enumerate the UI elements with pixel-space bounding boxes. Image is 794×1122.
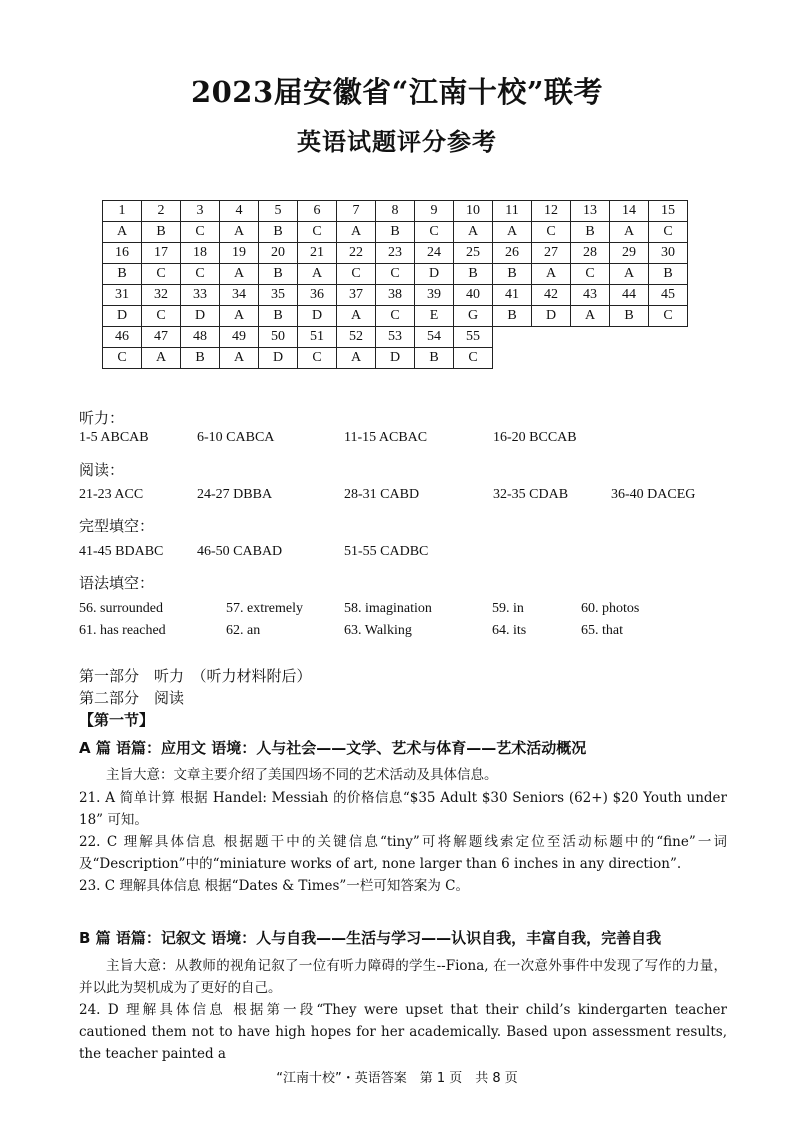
answer-letter-cell: B [259,306,298,327]
cloze-group: 41-45 BDABC [79,544,164,559]
question-number-cell: 37 [337,285,376,306]
answer-letter-cell: C [649,306,688,327]
question-number-cell: 26 [493,243,532,264]
grammar-answer: 57. extremely [226,601,303,616]
reading-group: 32-35 CDAB [493,487,569,502]
passage-b-q24: 24. D 理解具体信息 根据第一段“They were upset that their child’s kindergarten teacher cautioned them not to have high hopes for her academically. Based upon assessment results, the teacher painted a [79,1002,727,1062]
passage-a-q22: 22. C 理解具体信息 根据题干中的关键信息“tiny”可将解题线索定位至活动标题中的“fine”一词及“Description”中的“miniature works of art, none larger than 6 inches in any direction”. [79,834,727,872]
answer-table-row [103,348,688,369]
question-number-cell: 39 [415,285,454,306]
answer-table-row [103,285,688,306]
question-number-cell: 45 [649,285,688,306]
answer-table-row [103,222,688,243]
answer-letter-cell: B [259,222,298,243]
question-number-cell: 19 [220,243,259,264]
grammar-answer: 63. Walking [344,623,412,638]
answer-letter-cell: E [415,306,454,327]
question-number-cell: 44 [610,285,649,306]
question-number-cell: 9 [415,201,454,222]
answer-letter-cell: D [298,306,337,327]
question-number-cell: 50 [259,327,298,348]
answer-letter-cell: C [298,222,337,243]
question-number-cell [493,327,532,348]
answer-letter-cell: C [532,222,571,243]
question-number-cell: 54 [415,327,454,348]
grammar-label: 语法填空： [79,574,155,592]
question-number-cell: 38 [376,285,415,306]
question-number-cell: 21 [298,243,337,264]
answer-letter-cell: A [454,222,493,243]
reading-group: 28-31 CABD [344,487,420,502]
listening-group: 6-10 CABCA [197,430,275,445]
answer-letter-cell: C [415,222,454,243]
passage-a-q21: 21. A 简单计算 根据 Handel: Messiah 的价格信息“$35 Adult $30 Seniors (62+) $20 Youth under 18” 可知。 [79,790,727,828]
question-number-cell: 35 [259,285,298,306]
question-number-cell: 42 [532,285,571,306]
grammar-answer: 65. that [581,623,623,638]
question-number-cell: 53 [376,327,415,348]
question-number-cell: 36 [298,285,337,306]
answer-letter-cell: C [142,264,181,285]
question-number-cell: 5 [259,201,298,222]
question-number-cell: 29 [610,243,649,264]
answer-letter-cell: C [103,348,142,369]
question-number-cell: 7 [337,201,376,222]
answer-table-row [103,327,688,348]
question-number-cell: 25 [454,243,493,264]
question-number-cell: 48 [181,327,220,348]
listening-group: 16-20 BCCAB [493,430,577,445]
answer-letter-cell: A [103,222,142,243]
question-number-cell [610,327,649,348]
listening-group: 1-5 ABCAB [79,430,149,445]
grammar-answer: 59. in [492,601,524,616]
question-number-cell: 13 [571,201,610,222]
answer-letter-cell: A [337,306,376,327]
answer-letter-cell: C [649,222,688,243]
passage-a-q23: 23. C 理解具体信息 根据“Dates & Times”一栏可知答案为 C。 [79,878,469,894]
answer-letter-cell: B [610,306,649,327]
part1-heading: 第一部分 听力 （听力材料附后） [79,667,312,685]
answer-letter-cell [532,348,571,369]
answer-letter-cell: B [454,264,493,285]
question-number-cell: 52 [337,327,376,348]
answer-letter-cell: D [415,264,454,285]
answer-letter-cell: C [298,348,337,369]
answer-letter-cell: A [493,222,532,243]
answer-letter-cell: D [103,306,142,327]
grammar-answer: 64. its [492,623,527,638]
question-number-cell: 31 [103,285,142,306]
answer-letter-cell: A [298,264,337,285]
question-number-cell: 41 [493,285,532,306]
answer-table [102,200,688,369]
question-number-cell: 27 [532,243,571,264]
question-number-cell: 55 [454,327,493,348]
passage-a-heading: A 篇 语篇：应用文 语境：人与社会——文学、艺术与体育——艺术活动概况 [79,739,587,757]
question-number-cell: 28 [571,243,610,264]
answer-letter-cell [610,348,649,369]
answer-letter-cell: A [532,264,571,285]
reading-label: 阅读： [79,461,125,479]
question-number-cell: 46 [103,327,142,348]
answer-letter-cell: B [649,264,688,285]
question-number-cell: 11 [493,201,532,222]
answer-letter-cell: C [571,264,610,285]
question-number-cell: 23 [376,243,415,264]
question-number-cell: 2 [142,201,181,222]
question-number-cell: 14 [610,201,649,222]
answer-letter-cell: B [181,348,220,369]
answer-letter-cell: A [610,264,649,285]
answer-letter-cell: A [220,264,259,285]
question-number-cell: 34 [220,285,259,306]
question-number-cell: 6 [298,201,337,222]
answer-letter-cell: C [454,348,493,369]
answer-letter-cell: G [454,306,493,327]
question-number-cell: 24 [415,243,454,264]
grammar-answer: 61. has reached [79,623,166,638]
answer-table-row [103,243,688,264]
grammar-answer: 58. imagination [344,601,432,616]
reading-group: 21-23 ACC [79,487,144,502]
answer-letter-cell: C [181,222,220,243]
answer-letter-cell [571,348,610,369]
answer-letter-cell: C [142,306,181,327]
answer-letter-cell: B [259,264,298,285]
question-number-cell: 49 [220,327,259,348]
question-number-cell: 47 [142,327,181,348]
question-number-cell: 1 [103,201,142,222]
answer-letter-cell: B [493,306,532,327]
passage-a-main-idea: 主旨大意：文章主要介绍了美国四场不同的艺术活动及具体信息。 [106,767,498,783]
question-number-cell [649,327,688,348]
grammar-answer: 62. an [226,623,261,638]
answer-letter-cell [649,348,688,369]
listening-label: 听力： [79,409,125,427]
question-number-cell: 4 [220,201,259,222]
answer-letter-cell: A [220,348,259,369]
answer-letter-cell [493,348,532,369]
section1-heading: 【第一节】 [79,711,155,729]
answer-letter-cell: A [337,222,376,243]
answer-letter-cell: D [532,306,571,327]
question-number-cell: 12 [532,201,571,222]
grammar-answer: 60. photos [581,601,640,616]
page-subtitle: 英语试题评分参考 [297,127,497,156]
answer-letter-cell: A [571,306,610,327]
passage-b-heading: B 篇 语篇：记叙文 语境：人与自我——生活与学习——认识自我，丰富自我，完善自我 [79,929,662,947]
cloze-label: 完型填空： [79,517,155,535]
page-footer: “江南十校”・英语答案 第 1 页 共 8 页 [276,1071,518,1086]
cloze-group: 51-55 CADBC [344,544,429,559]
answer-letter-cell: A [142,348,181,369]
question-number-cell: 40 [454,285,493,306]
question-number-cell [571,327,610,348]
grammar-answer: 56. surrounded [79,601,163,616]
page-title: 2023届安徽省“江南十校”联考 [190,75,604,109]
question-number-cell: 30 [649,243,688,264]
answer-letter-cell: A [220,222,259,243]
question-number-cell: 16 [103,243,142,264]
answer-letter-cell: A [220,306,259,327]
answer-letter-cell: B [415,348,454,369]
question-number-cell: 43 [571,285,610,306]
answer-letter-cell: C [337,264,376,285]
question-number-cell: 18 [181,243,220,264]
answer-letter-cell: C [376,264,415,285]
question-number-cell: 20 [259,243,298,264]
question-number-cell: 3 [181,201,220,222]
answer-letter-cell: D [376,348,415,369]
answer-letter-cell: D [259,348,298,369]
answer-letter-cell: C [376,306,415,327]
question-number-cell: 33 [181,285,220,306]
reading-group: 24-27 DBBA [197,487,273,502]
answer-letter-cell: B [571,222,610,243]
answer-letter-cell: A [337,348,376,369]
answer-table-row [103,306,688,327]
answer-letter-cell: C [181,264,220,285]
question-number-cell: 8 [376,201,415,222]
answer-letter-cell: B [142,222,181,243]
cloze-group: 46-50 CABAD [197,544,283,559]
question-number-cell: 22 [337,243,376,264]
answer-letter-cell: A [610,222,649,243]
answer-letter-cell: D [181,306,220,327]
question-number-cell: 32 [142,285,181,306]
question-number-cell: 51 [298,327,337,348]
question-number-cell [532,327,571,348]
question-number-cell: 15 [649,201,688,222]
reading-group: 36-40 DACEG [611,487,696,502]
part2-heading: 第二部分 阅读 [79,689,185,707]
answer-letter-cell: B [103,264,142,285]
answer-table-row [103,264,688,285]
listening-group: 11-15 ACBAC [344,430,428,445]
question-number-cell: 17 [142,243,181,264]
answer-letter-cell: B [376,222,415,243]
passage-b-main-idea: 主旨大意：从教师的视角记叙了一位有听力障碍的学生--Fiona, 在一次意外事件中发现了写作的力量，并以此为契机成为了更好的自己。 [79,958,727,996]
answer-table-row [103,201,688,222]
answer-letter-cell: B [493,264,532,285]
question-number-cell: 10 [454,201,493,222]
